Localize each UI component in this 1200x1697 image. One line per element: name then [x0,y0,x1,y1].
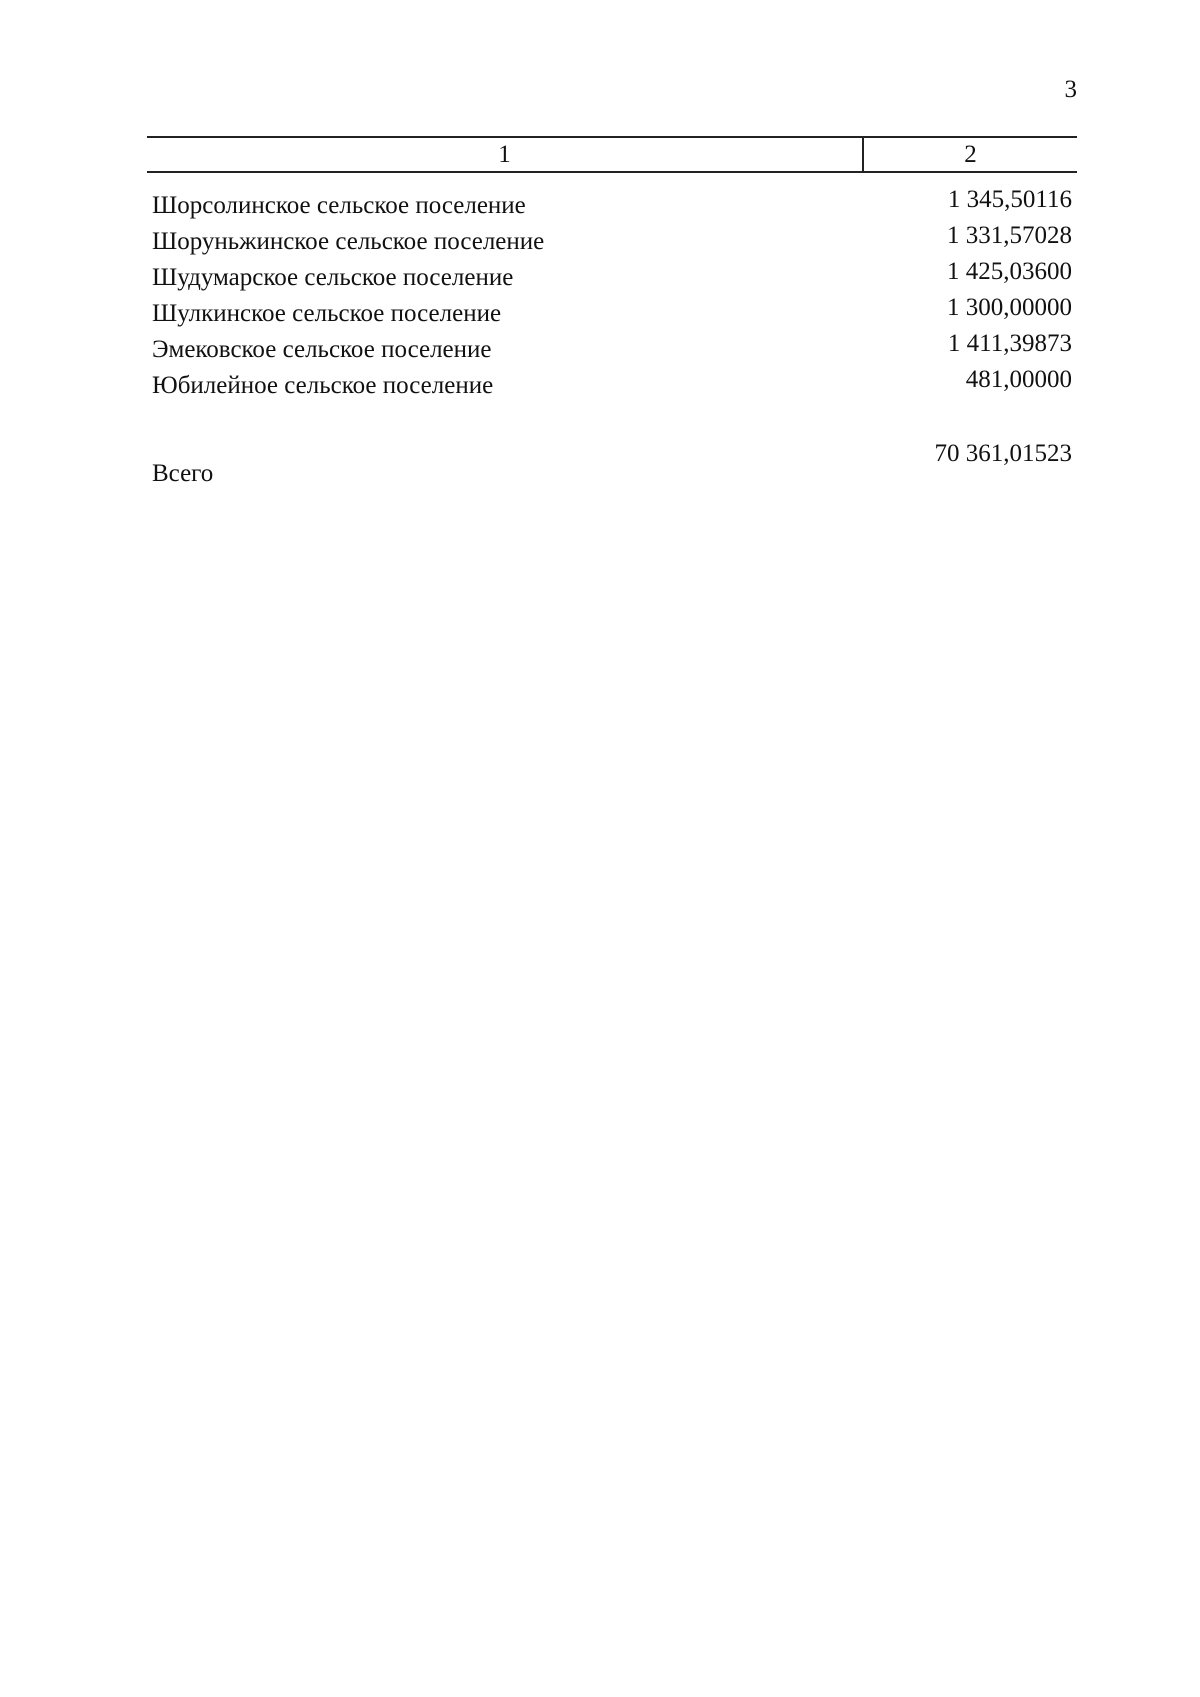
settlement-value: 1 345,50116 [947,186,1072,213]
settlement-name: Эмековское сельское поселение [152,336,492,363]
total-label: Всего [152,460,214,487]
table-row [152,294,1077,328]
table-header [147,136,1077,173]
settlement-value: 1 411,39873 [947,330,1072,357]
table-row [152,186,1077,220]
settlement-value: 1 425,03600 [947,258,1072,285]
settlement-value: 481,00000 [965,366,1072,393]
table-row [152,258,1077,292]
column-header-1: 1 [147,138,864,171]
settlement-name: Шоруньжинское сельское поселение [152,228,545,255]
column-header-2: 2 [964,141,977,168]
table-row [152,330,1077,364]
settlement-name: Шудумарское сельское поселение [152,264,514,291]
table-row [152,366,1077,400]
settlement-name: Юбилейное сельское поселение [152,372,494,399]
page-number: 3 [1064,76,1077,103]
total-row [152,440,1077,487]
total-value: 70 361,01523 [934,440,1072,467]
settlement-value: 1 331,57028 [947,222,1072,249]
settlement-name: Шулкинское сельское поселение [152,300,502,327]
table-row [152,222,1077,256]
settlement-value: 1 300,00000 [947,294,1072,321]
settlement-name: Шорсолинское сельское поселение [152,192,526,219]
